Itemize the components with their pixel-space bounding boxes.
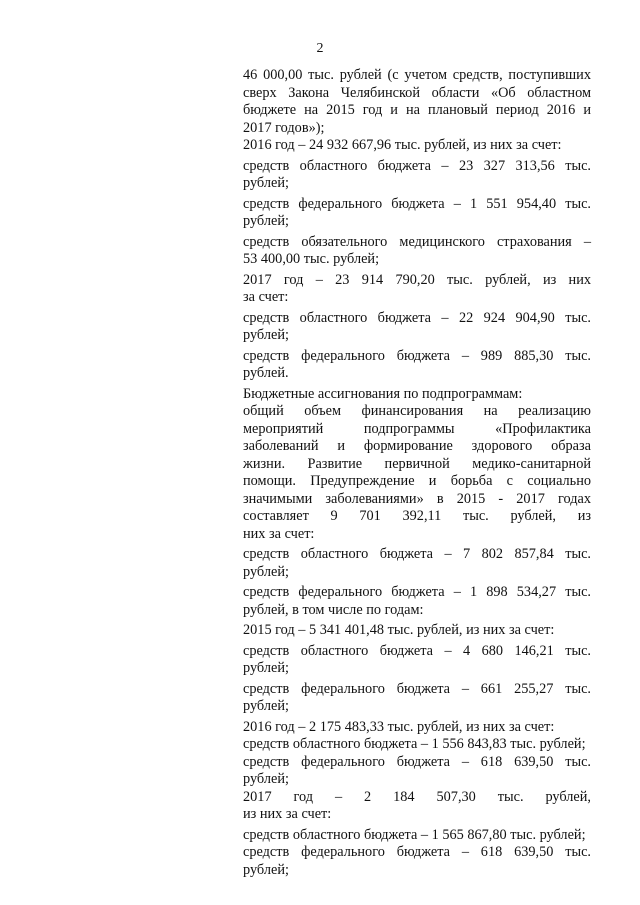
text-line: рублей;	[243, 213, 289, 229]
text-line: из них за счет:	[243, 806, 332, 822]
text-line: значимыми заболеваниями» в 2015 - 2017 годах	[243, 490, 591, 507]
text-line: 2017 годов»);	[243, 119, 325, 136]
text-line: средств федерального бюджета – 661 255,27 тыс.	[243, 680, 591, 697]
text-line: составляет 9 701 392,11 тыс. рублей, из	[243, 508, 591, 524]
text-line: рублей, в том числе по годам:	[243, 601, 424, 618]
text-line: заболеваний и формирование здорового образа	[243, 438, 591, 454]
text-line: рублей;	[243, 660, 289, 676]
page-number: 2	[316, 41, 324, 56]
text-line: средств федерального бюджета – 1 551 954,40 тыс.	[243, 195, 591, 212]
text-line: сверх Закона Челябинской области «Об областном	[243, 84, 591, 101]
text-line: средств областного бюджета – 7 802 857,84 тыс.	[243, 546, 591, 562]
text-line: рублей;	[243, 327, 289, 343]
text-line: средств федерального бюджета – 618 639,50 тыс.	[243, 753, 591, 770]
text-line: 2016 год – 24 932 667,96 тыс. рублей, из них за счет:	[243, 137, 562, 153]
text-line: средств обязательного медицинского страхования –	[243, 233, 591, 250]
text-line: рублей;	[243, 175, 289, 191]
text-line: помощи. Предупреждение и борьба с социально	[243, 473, 591, 489]
text-line: рублей;	[243, 861, 289, 878]
text-line: мероприятий подпрограммы «Профилактика	[243, 420, 591, 437]
text-line: 46 000,00 тыс. рублей (с учетом средств, поступивших	[243, 67, 591, 83]
text-line: средств областного бюджета – 4 680 146,21 тыс.	[243, 642, 591, 659]
text-line: Бюджетные ассигнования по подпрограммам:	[243, 385, 523, 402]
text-line: 2017 год – 23 914 790,20 тыс. рублей, из них	[243, 271, 591, 288]
document-body	[243, 67, 591, 879]
text-line: средств федерального бюджета – 618 639,50 тыс.	[243, 844, 591, 860]
text-line: 2016 год – 2 175 483,33 тыс. рублей, из них за счет:	[243, 718, 555, 735]
text-line: общий объем финансирования на реализацию	[243, 403, 591, 419]
text-line: рублей;	[243, 698, 289, 714]
text-line: средств областного бюджета – 1 556 843,83 тыс. рублей;	[243, 736, 586, 752]
text-line: рублей.	[243, 365, 289, 381]
text-line: них за счет:	[243, 525, 315, 542]
text-line: средств областного бюджета – 1 565 867,80 тыс. рублей;	[243, 826, 586, 843]
text-line: средств областного бюджета – 23 327 313,56 тыс.	[243, 157, 591, 174]
text-line: рублей;	[243, 771, 289, 787]
text-line: бюджете на 2015 год и на плановый период 2016 и	[243, 102, 591, 118]
text-line: средств областного бюджета – 22 924 904,90 тыс.	[243, 309, 591, 326]
text-line: за счет:	[243, 289, 289, 305]
text-line: 2015 год – 5 341 401,48 тыс. рублей, из них за счет:	[243, 622, 555, 638]
text-line: 53 400,00 тыс. рублей;	[243, 251, 380, 267]
text-line: рублей;	[243, 563, 289, 580]
text-line: 2017 год – 2 184 507,30 тыс. рублей,	[243, 788, 591, 805]
text-line: средств федерального бюджета – 1 898 534,27 тыс.	[243, 584, 591, 600]
text-line: средств федерального бюджета – 989 885,30 тыс.	[243, 347, 591, 364]
text-line: жизни. Развитие первичной медико-санитарной	[243, 455, 591, 472]
